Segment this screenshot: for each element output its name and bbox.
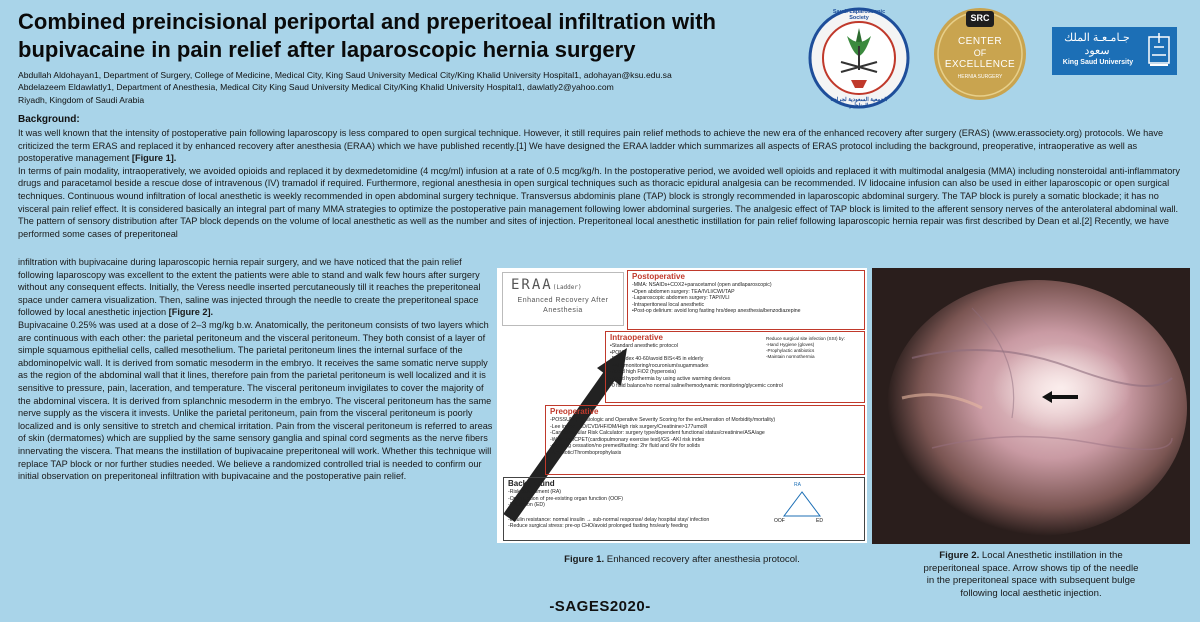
figure-1-caption	[497, 554, 867, 567]
title-line-1: Combined preincisional periportal and preperitoeal infiltration with	[18, 9, 716, 34]
postop-item: -Intraperitoneal local anesthetic	[632, 301, 705, 308]
paragraph-1-text: It was well known that the intensity of postoperative pain following laparoscopy is less compared to open surgical technique. However, it still requires pain relief methods to achieve the new era of the enhanced recovery after surgery (ERAS) (www.erassociety.org) protocols. We have criticized the term ERAS and replaced it by enhanced recovery after anesthesia (ERAA) which we have published recently.[1] We have designed the ERAA ladder which summarizes all aspects of ERAS protocol including the background, preoperative, intraoperative as well as postoperative management	[18, 128, 1164, 164]
ssi-note	[766, 336, 862, 360]
author-1: Abdullah Aldohayan1, Department of Surgery, College of Medicine, Medical City, King Saud University Medical City/King Khalid University Hospital1, adohayan@ksu.edu.sa	[18, 70, 672, 80]
figure-2-caption-line-3: in the preperitoneal space with subsequent bulge	[926, 575, 1136, 587]
arrow-sub-text: (Ladder)	[539, 394, 556, 414]
coe-line-2: OF	[973, 48, 987, 58]
eraa-ladder-tag: (Ladder)	[552, 284, 582, 291]
postop-item: -Laparoscopic abdomen surgery: TAP/IVLI	[632, 295, 730, 302]
preop-item: -Walk test/CPET(cardiopulmonary exercise test)/GS -AKI risk index	[550, 436, 705, 443]
intraop-item: •Avoid hypothermia by using active warming devices	[610, 375, 731, 382]
coe-line-1: CENTER	[957, 36, 1003, 47]
coe-line-3: EXCELLENCE	[944, 59, 1016, 70]
center-of-excellence-logo	[932, 6, 1028, 102]
eraa-title-box	[502, 272, 624, 326]
coe-subtitle: HERNIA SURGERY	[957, 74, 1003, 80]
figure-2-reference: [Figure 2].	[168, 307, 214, 318]
intraop-item: -NMT monitoring/rocuronium/sugammadex	[610, 362, 709, 369]
intraop-item: •PONV	[610, 349, 627, 356]
figure-1-eraa-ladder	[497, 268, 867, 543]
needle-arrow-icon	[1040, 390, 1080, 404]
figure-2-caption-line-2: preperitoneal space. Arrow shows tip of the needle	[923, 562, 1139, 574]
conference-footer: -SAGES2020-	[549, 598, 651, 615]
poster-title	[18, 8, 808, 64]
bg-box-item: -Insulin resistance: normal insulin → sub-normal response/ delay hospital stay/ infection	[508, 516, 710, 523]
triangle-right-label: ED	[816, 518, 823, 524]
preop-item: -Antibiotic/Thromboprophylaxis	[550, 449, 622, 456]
ksu-emblem-icon	[1144, 31, 1174, 71]
eraa-title: ERAA	[511, 277, 553, 293]
postop-box	[627, 270, 865, 330]
postop-heading: Postoperative	[632, 272, 685, 281]
bg-box-item: -Education (ED)	[508, 502, 545, 509]
eraa-subtitle-2: Anesthesia	[543, 307, 583, 314]
eraa-subtitle-1: Enhanced Recovery After	[517, 297, 609, 304]
society-arabic-name: الجمعية السعودية لجراحة المناظير	[830, 97, 888, 109]
author-2: Abdelazeem Eldawlatly1, Department of Anesthesia, Medical City King Saud University Medical City/King Khalid University Hospital1, dawlatly2@yahoo.com	[18, 82, 614, 93]
laparoscopic-view-image	[872, 268, 1190, 544]
author-block	[18, 69, 818, 106]
bg-box-heading: Background	[508, 479, 555, 488]
figure-1-reference: [Figure 1].	[131, 153, 177, 164]
bg-box-item: -Reduce surgical stress: pre-op CHO/avoid prolonged fasting hrs/early feeding	[508, 523, 688, 530]
postop-list	[632, 282, 864, 315]
arrow-label-text: ERAA	[523, 409, 544, 434]
intraop-box	[605, 331, 865, 403]
preop-item: -Cardiovascular Risk Calculator: surgery type/dependent functional status/creatinine/ASA/age	[550, 430, 765, 437]
author-location: Riyadh, Kingdom of Saudi Arabia	[18, 94, 145, 105]
src-badge-text: SRC	[970, 13, 990, 23]
figure-2-caption-line-1: Local Anesthetic instillation in the	[979, 550, 1123, 561]
preop-box	[545, 405, 865, 475]
figure-1-caption-label: Figure 1.	[564, 554, 605, 565]
preop-heading: Preoperative	[550, 407, 599, 416]
postop-item: •Open abdomen surgery: TEA/IVLI/CWI/TAP	[632, 288, 735, 295]
society-english-name: Saudi Laparoscopic Society	[832, 9, 886, 21]
intraop-item: •Standard anesthetic protocol	[610, 343, 678, 349]
triangle-top-label: RA	[794, 482, 801, 488]
preop-item: -POSSUM (Physiologic and Operative Severity Scoring for the enUmeration of Morbidity/mortality)	[550, 417, 776, 423]
ssi-heading: Reduce surgical site infection (SSI) by:	[766, 336, 845, 341]
paragraph-4: Bupivacaine 0.25% was used at a dose of 2–3 mg/kg b.w. Anatomically, the peritoneum consists of two layers which are continuous with each other: the parietal peritoneum and the visceral peritoneum. They both consist of a layer of simple squamous epithelial cells, called mesothelium. The parietal peritoneum lines the internal surface of the abdominopelvic wall. It is derived from somatic mesoderm in the embryo. It receives the same somatic nerve supply as the region of the abdominal wall that it lines, therefore pain from the parietal peritoneum is well localized and it is sensitive to pressure, pain, laceration, and temperature. The visceral peritoneum invigilates to cover the majority of the abdominal viscera. It is derived from splanchnic mesoderm in the embryo. The visceral peritoneum has the same nerve supply as the viscera it invests. Unlike the parietal peritoneum, pain from the visceral peritoneum is poorly localized and is only sensitive to stretch and chemical irritation. Pain from the visceral peritoneum is referred to areas of skin (dermatomes) which are supplied by the same sensory ganglia and spinal cord segments as the nerve fibers innervating the viscera. That means the instillation of bupivacaine preperitoneal will work. Whether this technique will replace TAP block or nor further studies needed. We believe a randomized controlled trial is needed to confirm our initial observation on preperitoneal infiltration with bupivacaine and the postoperative pain relief.	[18, 319, 493, 482]
society-emblem-icon	[807, 6, 911, 110]
intraop-item: -BIS index 40-60/avoid BIS<45 in elderly	[610, 356, 704, 363]
postop-item: •Post-op delirium: avoid long fasting hrs/deep anesthesia/benzodiazepine	[632, 308, 801, 315]
figure-2-laparoscopic-image	[872, 268, 1190, 544]
bg-box-item: -Optimization of pre-existing organ function (OOF)	[508, 495, 624, 502]
postop-item: -MMA: NSAIDs+COX2+paracetamol (open andlaparoscopic)	[632, 282, 772, 288]
title-line-2: bupivacaine in pain relief after laparoscopic hernia surgery	[18, 37, 636, 62]
figure-2-caption-label: Figure 2.	[939, 550, 980, 561]
ksu-english-name: King Saud University	[1062, 59, 1134, 66]
ssi-item: -Hand Hygiene (gloves)	[766, 342, 815, 347]
paragraph-3-text: infiltration with bupivacaine during laparoscopic hernia repair surgery, and we have noticed that the pain relief following laparoscopy was excellent to the extent the patients were able to stand and walk few hours after surgery without any consequent effects. Initially, the Veress needle inserted percutaneously till it reaches the preperitoneal space under camera visualization. Then, saline was injected through the needle to create the preperitoneal space followed by local anesthetic injection	[18, 257, 481, 318]
background-box	[503, 477, 865, 541]
ssi-item: -Prophylactic antibiotics	[766, 348, 815, 353]
king-saud-university-logo	[1052, 27, 1177, 75]
paragraph-2: In terms of pain modality, intraoperatively, we avoided opioids and replaced it by dexmedetomidine (4 mcg/ml) infusion at a rate of 0.5 mcg/kg/h. In the postoperative period, we avoided well opioids and replaced it with multimodal analgesia (MMA) including nonsteroidal anti-inflammatory drugs and paracetamol beside a rescue dose of intravenous (IV) tramadol if required. Furthermore, regional anesthesia in open surgical techniques such as thoracic epidural analgesia can be recommended. IV lidocaine infusion can also be used in either laparoscopic or open surgical techniques. Continuous wound infiltration of local anesthetic is weekly recommended in open abdominal surgery technique. Transversus abdominis plane (TAP) block is strongly recommended in laparoscopic abdominal surgery. The TAP block is purely a somatic blockade; it has no visceral pain relief effect. It is considered basically an integral part of many MMA strategies to optimize the postoperative pain management following lower abdominal surgeries. The analgesic effect of TAP block is limited to the afferent sensory nerves of the anterolateral abdominal wall. The pattern of sensory distribution after TAP block depends on the volume of local anesthetic as well as the number and sites of injection. Preperitoneal local anesthetic instillation for pain relief following laparoscopic hernia repair was first described by Dean et al.[2] Recently, we have performed some cases of preperitoneal	[18, 165, 1180, 239]
background-heading: Background:	[18, 114, 80, 125]
paragraph-3	[18, 256, 495, 319]
paragraph-1	[18, 127, 1188, 165]
ksu-arabic-name: جـامـعـة الملك سعود	[1064, 32, 1130, 57]
saudi-laparoscopic-society-logo	[807, 6, 911, 110]
triangle-left-label: OOF	[774, 518, 785, 524]
figure-2-caption	[885, 550, 1177, 600]
left-column-text	[18, 256, 495, 483]
ssi-item: -Maintain normothermia	[766, 354, 815, 359]
intraop-item: •0 fluid balance/no normal saline/hemodynamic monitoring/glycemic control	[610, 382, 783, 389]
figure-2-caption-line-4: following local aesthetic injection.	[960, 587, 1102, 599]
bg-box-item: -Risk assessment (RA)	[508, 489, 562, 495]
preop-list	[550, 417, 864, 457]
preop-item: -smoking cessation/no premed/fasting: 2hr fluid and 6hr for solids	[550, 443, 700, 450]
figure-1-caption-text: Enhanced recovery after anesthesia protocol.	[604, 554, 800, 565]
preop-item: -Lee index: IHD/CVD/HF/DM/High risk surgery/Creatinine>177umol/l	[550, 423, 708, 430]
intraop-heading: Intraoperative	[610, 333, 663, 342]
intraop-item: •Avoid high FiO2 (hyperoxia)	[610, 369, 677, 376]
intro-text-block	[18, 127, 1188, 240]
